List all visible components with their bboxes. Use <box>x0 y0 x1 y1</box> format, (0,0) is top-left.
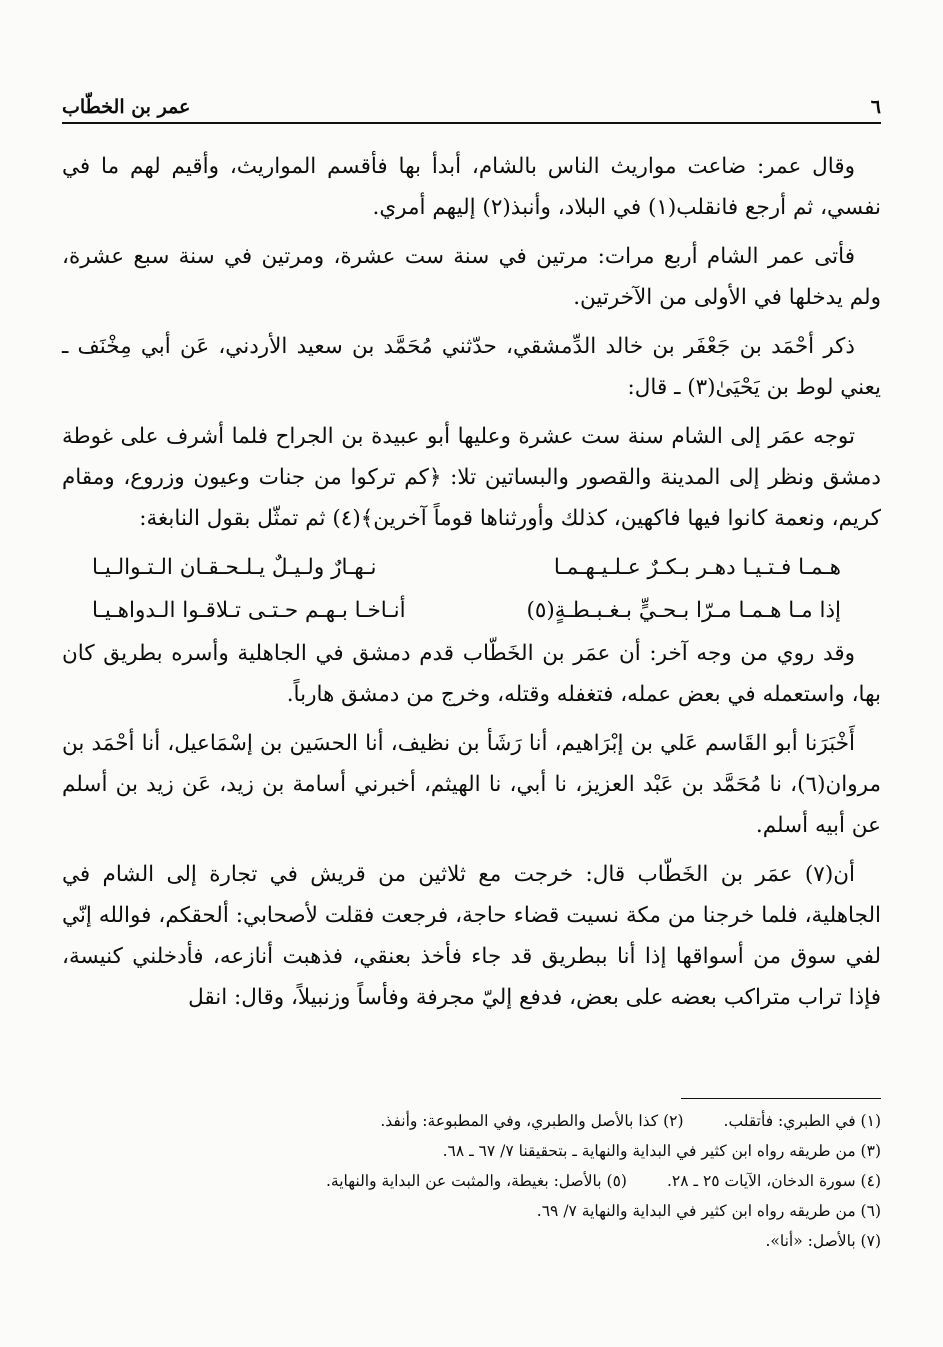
poem-verse <box>92 590 841 631</box>
verse-second-hemistich: نـهـارٌ ولـيـلٌ يـلـحـقـان الـتـوالـيـا <box>92 555 377 580</box>
page-number: ٦ <box>870 96 881 118</box>
footnote: (٥) بالأصل: بغيطة، والمثبت عن البداية والنهاية. <box>325 1172 627 1190</box>
footnote: (٣) من طريقه رواه ابن كثير في البداية والنهاية ـ بتحقيقنا ٧/ ٦٧ ـ ٦٨. <box>442 1142 881 1160</box>
main-text <box>62 146 881 1026</box>
paragraph: ذكر أحْمَد بن جَعْفَر بن خالد الدِّمشقي، حدّثني مُحَمَّد بن سعيد الأردني، عَن أبي مِخْنَف ـ يعني لوط بن يَحْيَىٰ(٣) ـ قال: <box>62 334 881 400</box>
verse-second-hemistich: أنـاخـا بـهـم حـتـى تـلاقـوا الـدواهـيـا <box>92 598 406 623</box>
poem-verse <box>92 547 841 588</box>
footnote: (٢) كذا بالأصل والطبري، وفي المطبوعة: وأنفذ. <box>380 1112 684 1130</box>
footnote: (٦) من طريقه رواه ابن كثير في البداية والنهاية ٧/ ٦٩. <box>536 1202 881 1220</box>
footnote: (٧) بالأصل: «أنا». <box>765 1232 881 1250</box>
paragraph: فأتى عمر الشام أربع مرات: مرتين في سنة ست عشرة، ومرتين في سنة سبع عشرة، ولم يدخلها في الأولى من الآخرتين. <box>62 244 881 310</box>
footnotes <box>62 1106 881 1256</box>
verse-first-hemistich: هـمـا فـتـيـا دهـر بـكـرٌ عـلـيـهـمـا <box>553 555 841 580</box>
footnote-separator <box>681 1098 881 1099</box>
footnote: (٤) سورة الدخان، الآيات ٢٥ ـ ٢٨. <box>666 1172 881 1190</box>
footnote: (١) في الطبري: فأتقلب. <box>723 1112 881 1130</box>
running-title: عمر بن الخطّاب <box>62 96 191 118</box>
paragraph: أن(٧) عمَر بن الخَطّاب قال: خرجت مع ثلاثين من قريش في تجارة إلى الشام في الجاهلية، فلما خرجنا من مكة نسيت قضاء حاجة، فرجعت فقلت لأصحابي: ألحقكم، فوالله إنّي لفي سوق من أسواقها إذا أنا ببطريق قد جاء فأخذ بعنقي، فذهبت أنازعه، فأدخلني كنيسة، فإذا تراب متراكب بعضه على بعض، فدفع إليّ مجرفة وفأساً وزنبيلاً، وقال: انقل <box>62 862 881 1010</box>
paragraph: وقد روي من وجه آخر: أن عمَر بن الخَطّاب قدم دمشق في الجاهلية وأسره بطريق كان بها، واستعمله في بعض عمله، فتغفله وقتله، وخرج من دمشق هارباً. <box>62 641 881 707</box>
paragraph: توجه عمَر إلى الشام سنة ست عشرة وعليها أبو عبيدة بن الجراح فلما أشرف على غوطة دمشق ونظر إلى المدينة والقصور والبساتين تلا: ﴿كم تركوا من جنات وعيون وزروع، ومقام كريم، ونعمة كانوا فيها فاكهين، كذلك وأورثناها قوماً آخرين﴾(٤) ثم تمثّل بقول النابغة: <box>62 424 881 531</box>
page-header <box>62 86 881 124</box>
paragraph: وقال عمر: ضاعت مواريث الناس بالشام، أبدأ بها فأقسم المواريث، وأقيم لهم ما في نفسي، ثم أرجع فانقلب(١) في البلاد، وأنبذ(٢) إليهم أمري. <box>62 154 881 220</box>
paragraph: أَخْبَرَنا أبو القَاسم عَلي بن إبْرَاهيم، أنا رَشَأ بن نظيف، أنا الحسَين بن إسْمَاعيل، أنا أحْمَد بن مروان(٦)، نا مُحَمَّد بن عَبْد العزيز، نا أبي، نا الهيثم، أخبرني أسامة بن زيد، عَن زيد بن أسلم عن أبيه أسلم. <box>62 731 881 838</box>
verse-first-hemistich: إذا مـا هـمـا مـرّا بـحـيٍّ بـغـبـطـةٍ(٥) <box>526 598 841 623</box>
